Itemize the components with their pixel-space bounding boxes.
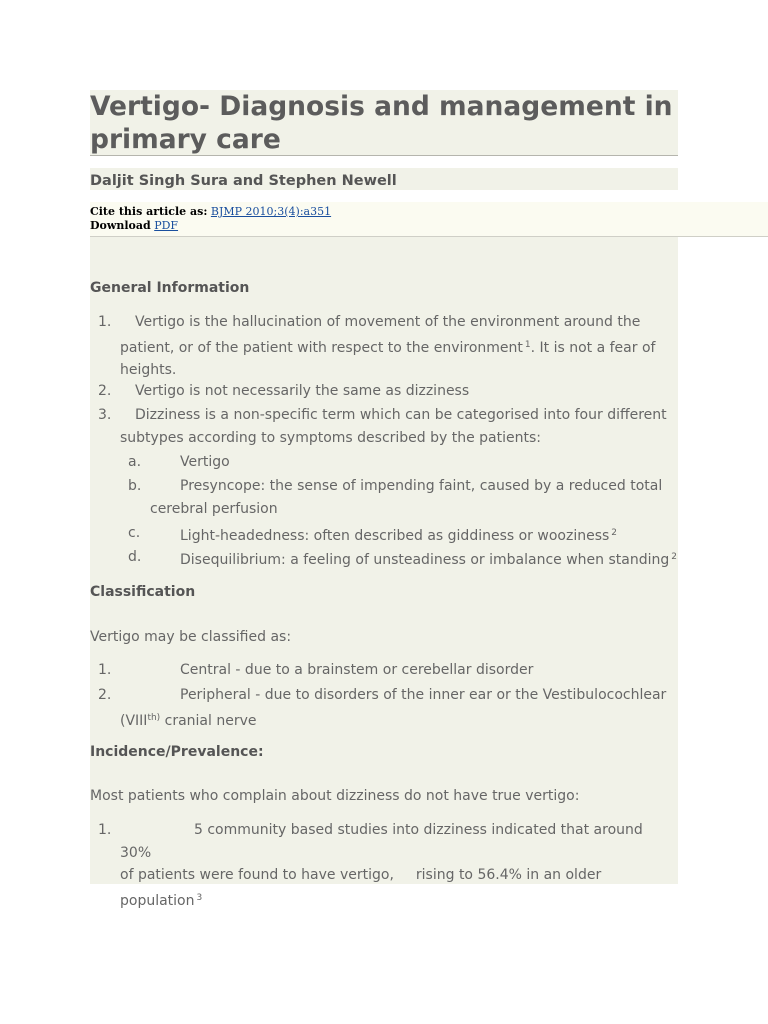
list-text: Central - due to a brainstem or cerebellar disorder — [180, 662, 534, 678]
list-number: 1. — [98, 662, 112, 678]
sub-list-item — [128, 546, 688, 572]
list-item — [98, 819, 678, 912]
list-text-continued: (VIII — [120, 712, 148, 729]
list-item — [98, 684, 670, 732]
list-text-continued: population — [120, 892, 195, 909]
reference-marker[interactable]: 3 — [196, 892, 203, 903]
sub-list-text: Disequilibrium: a feeling of unsteadiness or imbalance when standing — [180, 552, 670, 568]
list-text-continued: of patients were found to have vertigo, — [120, 867, 394, 883]
list-number: 1. — [98, 822, 112, 838]
cite-label: Cite this article as: — [90, 205, 208, 218]
list-text: Dizziness is a non-specific term which can be categorised into four different subtypes according to symptoms described by the patients: — [120, 407, 667, 446]
list-item — [98, 659, 670, 682]
section-heading-general: General Information — [90, 280, 250, 296]
list-item — [98, 311, 670, 382]
sub-list-letter: b. — [128, 478, 142, 494]
section-intro: Vertigo may be classified as: — [90, 629, 292, 645]
list-text: 5 community based studies into dizziness indicated that around 30% — [120, 822, 643, 861]
section-heading-classification: Classification — [90, 584, 196, 600]
download-line — [90, 219, 178, 233]
pdf-download-link[interactable]: PDF — [154, 219, 179, 232]
list-text-continued: . It is not a fear of heights. — [120, 339, 656, 378]
section-intro: Most patients who complain about dizziness do not have true vertigo: — [90, 788, 580, 804]
sub-list-item — [128, 522, 688, 548]
list-item — [98, 404, 670, 449]
list-text-continued: cranial nerve — [160, 712, 257, 729]
reference-marker[interactable]: 2 — [671, 552, 677, 562]
sub-list-item — [128, 475, 673, 520]
sub-list-letter: c. — [128, 525, 141, 541]
sub-list-text: Presyncope: the sense of impending faint, caused by a reduced total cerebral perfusion — [150, 478, 663, 517]
list-text: Peripheral - due to disorders of the inner ear or the Vestibulocochlear — [180, 687, 667, 703]
sub-list-letter: a. — [128, 454, 142, 470]
list-text: Vertigo is the hallucination of movement of the environment around the patient, or of the patient with respect to the environment — [120, 314, 641, 356]
article-authors: Daljit Singh Sura and Stephen Newell — [90, 173, 397, 189]
list-text-continued: rising to 56.4% in an older — [415, 867, 602, 883]
sub-list-letter: d. — [128, 549, 142, 565]
reference-marker[interactable]: 1 — [524, 339, 531, 350]
list-number: 1. — [98, 314, 112, 330]
list-text: Vertigo is not necessarily the same as dizziness — [135, 383, 470, 399]
list-number: 2. — [98, 687, 112, 703]
list-number: 2. — [98, 383, 112, 399]
reference-marker[interactable]: 2 — [611, 528, 618, 538]
sub-list-text: Vertigo — [180, 454, 230, 470]
ordinal-superscript: th) — [147, 712, 161, 723]
download-label: Download — [90, 219, 151, 232]
section-heading-incidence: Incidence/Prevalence: — [90, 744, 264, 760]
cite-line — [90, 205, 331, 219]
article-title: Vertigo- Diagnosis and management in primary care — [90, 91, 673, 155]
sub-list-item — [128, 451, 673, 474]
sub-list-text: Light-headedness: often described as giddiness or wooziness — [180, 528, 610, 544]
cite-link[interactable]: BJMP 2010;3(4):a351 — [210, 205, 332, 218]
list-item — [98, 380, 670, 403]
list-number: 3. — [98, 407, 112, 423]
